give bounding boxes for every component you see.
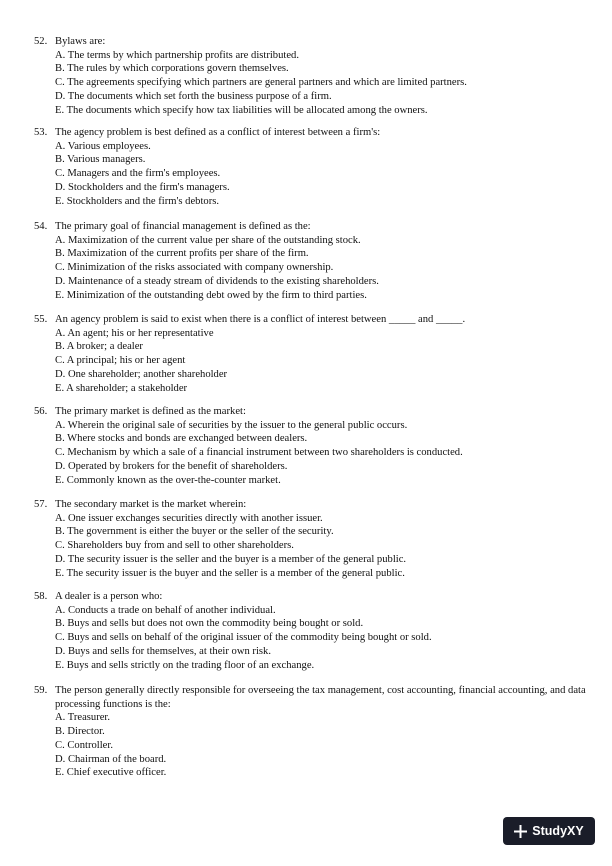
question-text: An agency problem is said to exist when there is a conflict of interest between _____ and _____. (55, 314, 466, 325)
option-a: A. An agent; his or her representative (55, 327, 214, 339)
option-a: A. Conducts a trade on behalf of another individual. (55, 604, 276, 616)
plus-icon (514, 825, 527, 838)
option-a: A. The terms by which partnership profits are distributed. (55, 49, 299, 61)
option-e: E. A shareholder; a stakeholder (55, 382, 188, 394)
question-text: The agency problem is best defined as a conflict of interest between a firm's: (55, 127, 381, 138)
option-c: C. Minimization of the risks associated with company ownership. (55, 262, 334, 274)
option-e: E. The security issuer is the buyer and the seller is a member of the general public. (55, 567, 405, 579)
question-text: The person generally directly responsible for overseeing the tax management, cost accounting, financial accounting, and data processing functions is the: (55, 685, 586, 710)
question-number: 57. (34, 499, 48, 510)
option-c: C. Shareholders buy from and sell to other shareholders. (55, 540, 294, 552)
option-e: E. The documents which specify how tax liabilities will be allocated among the owners. (55, 104, 428, 116)
option-e: E. Buys and sells strictly on the trading floor of an exchange. (55, 659, 315, 671)
option-b: B. Where stocks and bonds are exchanged between dealers. (55, 433, 308, 445)
question-number: 52. (34, 36, 48, 47)
option-d: D. Maintenance of a steady stream of dividends to the existing shareholders. (55, 275, 379, 287)
question-53 (34, 126, 594, 208)
question-text: The primary goal of financial management is defined as the: (55, 221, 311, 232)
studyxy-badge[interactable] (503, 817, 595, 845)
question-text: The secondary market is the market wherein: (55, 499, 247, 510)
option-a: A. Various employees. (55, 140, 151, 152)
brand-label: StudyXY (532, 824, 584, 838)
option-a: A. One issuer exchanges securities directly with another issuer. (55, 512, 323, 524)
option-d: D. Stockholders and the firm's managers. (55, 181, 230, 193)
question-54 (34, 220, 594, 302)
option-d: D. Chairman of the board. (55, 753, 167, 765)
question-number: 55. (34, 314, 48, 325)
option-e: E. Stockholders and the firm's debtors. (55, 195, 220, 207)
question-56 (34, 405, 594, 487)
option-e: E. Minimization of the outstanding debt owed by the firm to third parties. (55, 289, 367, 301)
option-c: C. Buys and sells on behalf of the original issuer of the commodity being bought or sold. (55, 632, 432, 644)
option-b: B. Director. (55, 726, 105, 738)
option-b: B. A broker; a dealer (55, 341, 143, 353)
option-a: A. Wherein the original sale of securities by the issuer to the general public occurs. (55, 419, 408, 431)
question-number: 56. (34, 406, 48, 417)
question-58 (34, 590, 594, 672)
option-c: C. A principal; his or her agent (55, 355, 186, 367)
question-text: The primary market is defined as the market: (55, 406, 246, 417)
question-55 (34, 313, 594, 395)
question-number: 54. (34, 221, 48, 232)
option-e: E. Chief executive officer. (55, 767, 167, 779)
question-number: 58. (34, 591, 48, 602)
question-52 (34, 35, 594, 117)
question-57 (34, 498, 594, 580)
option-d: D. Operated by brokers for the benefit of shareholders. (55, 460, 288, 472)
option-d: D. One shareholder; another shareholder (55, 368, 228, 380)
option-b: B. The government is either the buyer or the seller of the security. (55, 526, 334, 538)
question-number: 59. (34, 685, 48, 696)
option-c: C. Controller. (55, 739, 113, 751)
question-number: 53. (34, 127, 48, 138)
option-d: D. The documents which set forth the business purpose of a firm. (55, 90, 332, 102)
option-b: B. The rules by which corporations govern themselves. (55, 63, 289, 75)
question-text: A dealer is a person who: (55, 591, 163, 602)
option-b: B. Buys and sells but does not own the commodity being bought or sold. (55, 618, 364, 630)
option-b: B. Maximization of the current profits per share of the firm. (55, 248, 309, 260)
question-text: Bylaws are: (55, 36, 106, 47)
option-d: D. Buys and sells for themselves, at their own risk. (55, 645, 271, 657)
option-a: A. Maximization of the current value per share of the outstanding stock. (55, 234, 361, 246)
option-c: C. Mechanism by which a sale of a financial instrument between two shareholders is conducted. (55, 447, 463, 459)
option-b: B. Various managers. (55, 154, 146, 166)
option-e: E. Commonly known as the over-the-counter market. (55, 474, 281, 486)
option-c: C. The agreements specifying which partners are general partners and which are limited partners. (55, 77, 467, 89)
option-d: D. The security issuer is the seller and the buyer is a member of the general public. (55, 553, 407, 565)
option-a: A. Treasurer. (55, 712, 111, 724)
option-c: C. Managers and the firm's employees. (55, 168, 221, 180)
question-59 (34, 684, 594, 780)
